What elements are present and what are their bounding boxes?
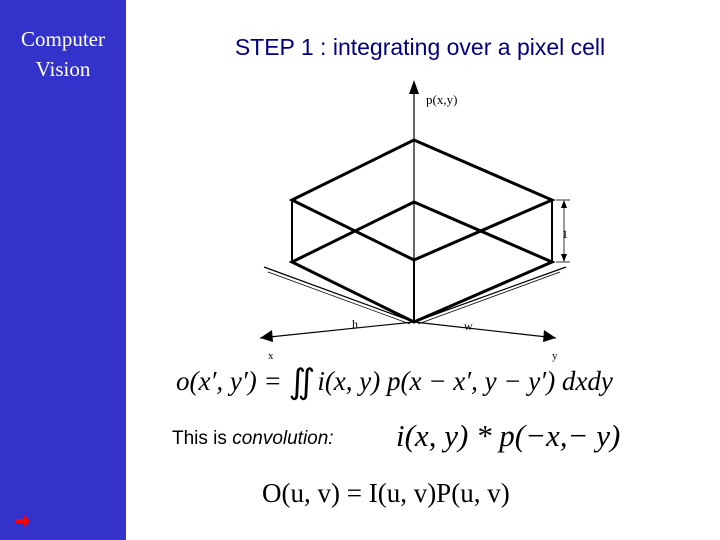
height-arrow-top [561,200,567,208]
fourier-expression: O(u, v) = I(u, v)P(u, v) [262,478,510,508]
w-dimension-label: w [464,319,473,333]
x-axis-extension [260,322,414,338]
height-label: 1 [562,227,568,241]
x-axis-arrowhead [260,330,273,342]
h-dimension-label: h [352,317,358,331]
double-integral-symbol: ∬ [288,364,310,401]
y-axis [414,267,566,322]
w-dimension-line [418,272,560,324]
convolution-label [172,428,334,450]
course-title-line2: Vision [35,57,91,81]
course-title-line1: Computer [21,27,105,51]
slide-title: STEP 1 : integrating over a pixel cell [234,34,606,60]
height-arrow-bottom [561,254,567,262]
z-axis-label: p(x,y) [426,92,458,107]
convolution-label-emphasis: convolution: [232,428,334,449]
integral-rhs: i(x, y) p(x − x′, y − y′) dxdy [317,366,613,396]
convolution-expression: i(x, y) * p(−x,− y) [396,418,621,453]
y-axis-arrowhead [543,330,556,342]
y-axis-label: y [552,350,558,362]
convolution-label-prefix: This is [172,428,233,449]
sidebar [0,0,126,540]
x-axis-label: x [268,350,274,362]
h-dimension-line [268,272,410,324]
integral-equation [176,362,613,402]
z-axis-arrowhead [409,80,419,94]
course-title [0,24,126,84]
pixel-cell-diagram [240,72,600,372]
integral-lhs: o(x′, y′) = [176,366,282,396]
y-axis-extension [414,322,556,338]
arrow-right-icon[interactable] [14,512,32,530]
x-axis [264,267,414,322]
